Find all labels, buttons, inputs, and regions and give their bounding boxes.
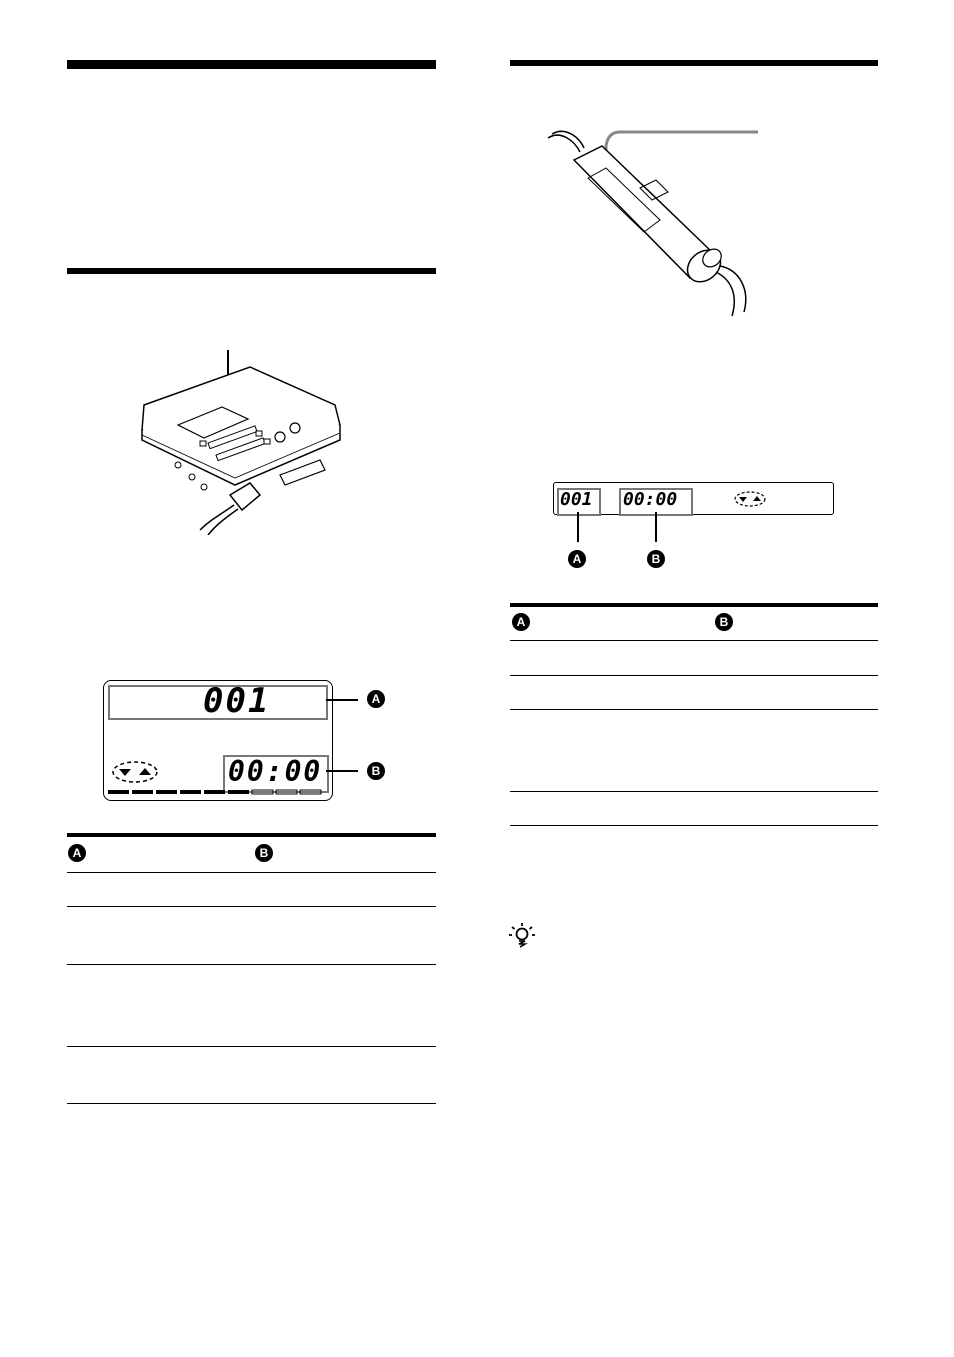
table-top-rule-right [510, 603, 878, 607]
table-rule-left-1 [67, 872, 436, 873]
callout-line-b-left [326, 770, 358, 772]
callout-badge-b-right: B [647, 550, 665, 568]
section-rule-top-right [510, 60, 878, 66]
table-top-rule-left [67, 833, 436, 837]
remote-lcd-track-number: 001 [560, 489, 593, 510]
table-rule-left-3 [67, 964, 436, 965]
callout-line-a-right [577, 512, 579, 542]
table-rule-right-5 [510, 825, 878, 826]
callout-line-a-left [326, 699, 358, 701]
table-rule-right-2 [510, 675, 878, 676]
section-rule-mid-left [67, 268, 436, 274]
callout-badge-b-left: B [367, 762, 385, 780]
md-player-illustration [130, 345, 360, 535]
level-meter [108, 789, 328, 797]
table-rule-right-4 [510, 791, 878, 792]
main-lcd-track-number: 001 [203, 681, 271, 721]
table-header-a-right: A [512, 613, 530, 631]
callout-line-b-right [655, 512, 657, 542]
table-rule-left-2 [67, 906, 436, 907]
section-rule-top-left [67, 60, 436, 69]
table-header-a-left: A [68, 844, 86, 862]
main-lcd-time: 00:00 [228, 755, 323, 788]
table-header-b-right: B [715, 613, 733, 631]
callout-badge-a-right: A [568, 550, 586, 568]
callout-badge-a-left: A [367, 690, 385, 708]
table-rule-left-4 [67, 1046, 436, 1047]
remote-control-illustration [540, 120, 780, 320]
table-header-b-left: B [255, 844, 273, 862]
lightbulb-tip-icon [508, 922, 536, 950]
table-rule-right-1 [510, 640, 878, 641]
remote-disc-indicator-icon [733, 490, 767, 508]
disc-indicator-icon [111, 760, 161, 784]
remote-lcd-time: 00:00 [623, 489, 678, 510]
table-rule-left-5 [67, 1103, 436, 1104]
table-rule-right-3 [510, 709, 878, 710]
